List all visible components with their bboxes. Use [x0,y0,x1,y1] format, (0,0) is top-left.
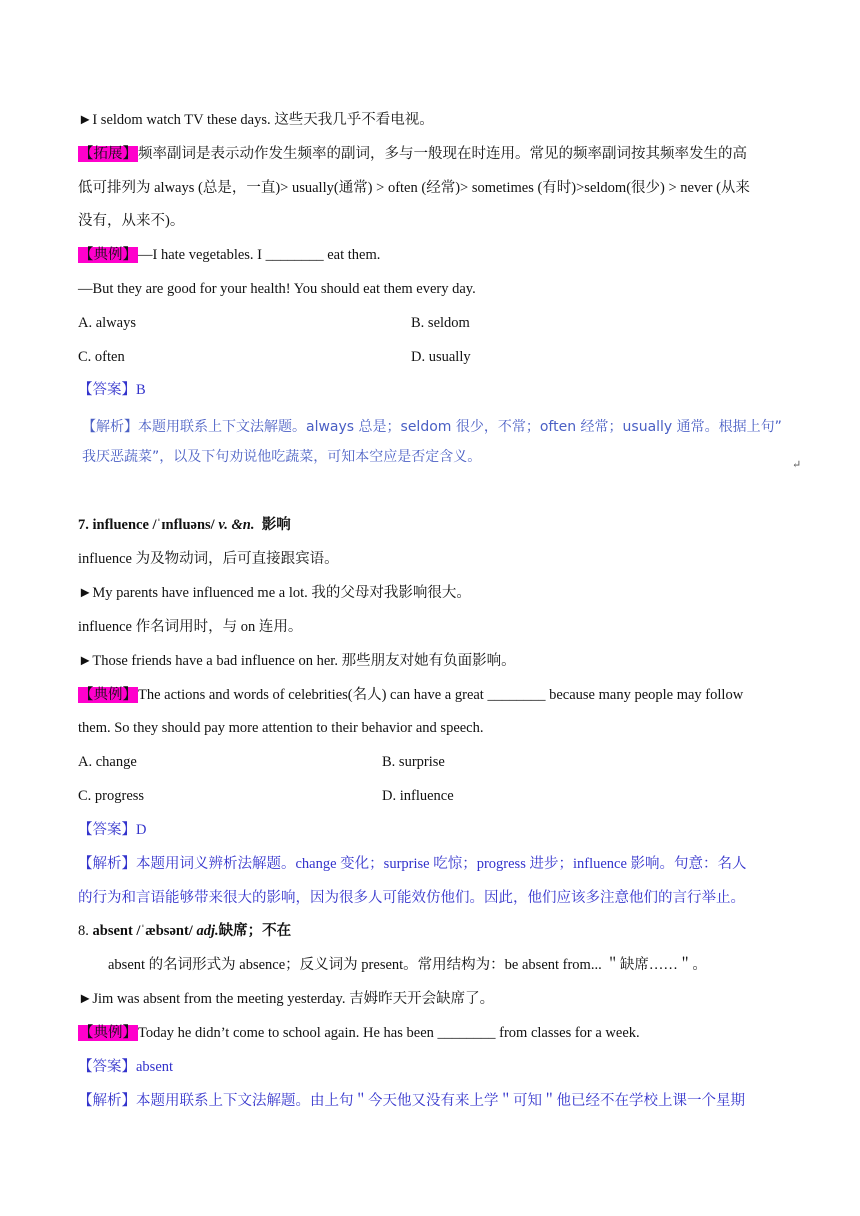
answer: 【答案】B [78,382,146,398]
option-d: D. influence [382,788,454,804]
example-question-2: them. So they should pay more attention to their behavior and speech. [78,720,484,736]
answer: 【答案】absent [78,1059,174,1075]
entry-word: absent /ˈæbsənt/ [92,923,193,939]
example-question-text: The actions and words of celebrities(名人) can have a great ________ because many people may follow [138,687,744,703]
option-b: B. surprise [382,754,445,770]
option-c: C. often [78,349,125,365]
example-1: ►My parents have influenced me a lot. 我的父母对我影响很大。 [78,585,471,601]
return-mark: ↵ [792,459,802,471]
entry-meaning: 缺席；不在 [218,923,292,939]
example-2: ►Those friends have a bad influence on her. 那些朋友对她有负面影响。 [78,653,516,669]
analysis-line-2: 的行为和言语能够带来很大的影响，因为很多人可能效仿他们。因此，他们应该多注意他们的言行举止。 [78,890,745,906]
example-sentence: ►I seldom watch TV these days. 这些天我几乎不看电视。 [78,112,434,128]
entry-pos: adj. [196,923,219,939]
option-a: A. change [78,754,137,770]
entry-word: 7. influence /ˈɪnfluəns/ [78,517,215,533]
note-1: influence 为及物动词，后可直接跟宾语。 [78,551,339,567]
entry-meaning: 影响 [261,517,291,533]
example-question-1 [78,685,743,705]
analysis-line-1: 【解析】本题用联系上下文法解题。由上句＂今天他又没有来上学＂可知＂他已经不在学校上课一个星期 [78,1093,745,1109]
example-question-1 [78,245,380,265]
extension-line-2: 低可排列为 always (总是，一直)> usually(通常) > often (经常)> sometimes (有时)>seldom(很少) > never (从来 [78,180,750,196]
analysis-line-1: 【解析】本题用词义辨析法解题。change 变化；surprise 吃惊；progress 进步；influence 影响。句意：名人 [78,856,747,872]
analysis-line-2: 我厌恶蔬菜”，以及下句劝说他吃蔬菜，可知本空应是否定含义。 [82,449,482,465]
extension-line-1 [78,144,747,164]
extension-tag: 【拓展】 [79,146,137,162]
note-1: absent 的名词形式为 absence；反义词为 present。常用结构为：be absent from... ＂缺席……＂。 [108,957,707,973]
entry-heading-absent [78,921,291,941]
option-d: D. usually [411,349,471,365]
example-tag: 【典例】 [79,687,137,703]
example-tag: 【典例】 [79,1025,137,1041]
entry-heading-influence [78,515,291,535]
option-b: B. seldom [411,315,470,331]
extension-text-1: 频率副词是表示动作发生频率的副词，多与一般现在时连用。常见的频率副词按其频率发生的高 [138,146,747,162]
analysis-line-1: 【解析】本题用联系上下文法解题。always 总是；seldom 很少，不常；often 经常；usually 通常。根据上句” [82,419,782,435]
note-2: influence 作名词用时，与 on 连用。 [78,619,303,635]
example-tag: 【典例】 [79,247,137,263]
analysis-image [78,410,796,472]
answer: 【答案】D [78,822,147,838]
example-question-2: —But they are good for your health! You should eat them every day. [78,281,476,297]
example-question-text: —I hate vegetables. I ________ eat them. [138,247,381,263]
option-a: A. always [78,315,136,331]
entry-number: 8. [78,923,89,939]
entry-pos: v. &n. [218,517,255,533]
example-question-1 [78,1023,640,1043]
example-1: ►Jim was absent from the meeting yesterday. 吉姆昨天开会缺席了。 [78,991,495,1007]
option-c: C. progress [78,788,145,804]
example-question-text: Today he didn’t come to school again. He has been ________ from classes for a week. [138,1025,640,1041]
extension-line-3: 没有，从来不)。 [78,213,185,229]
